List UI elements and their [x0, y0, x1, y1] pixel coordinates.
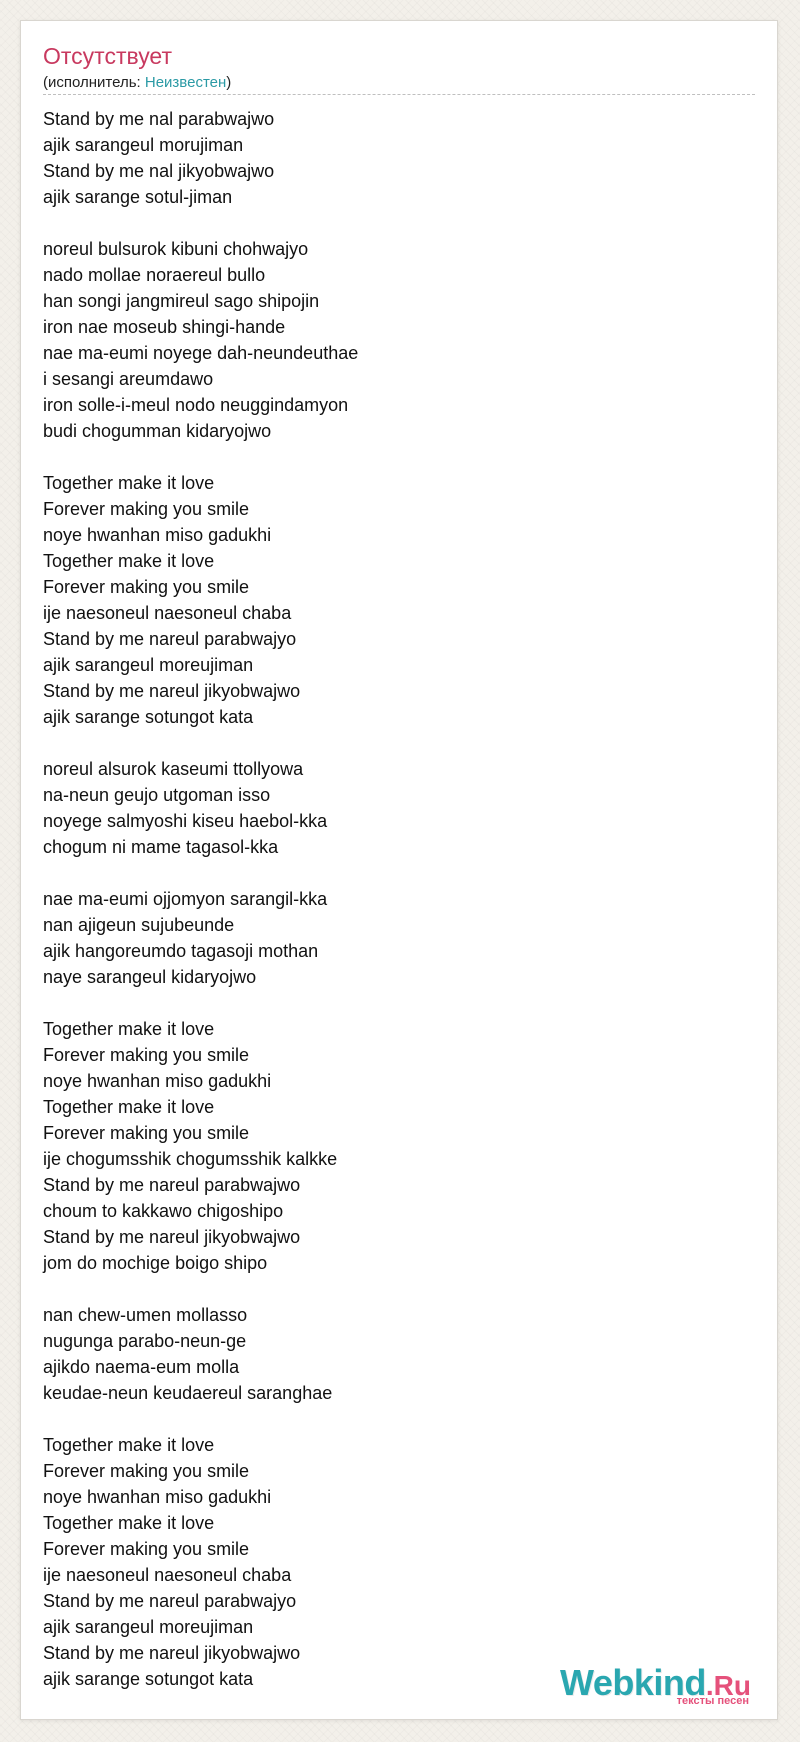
song-title: Отсутствует [43, 43, 172, 69]
lyrics-body [43, 106, 743, 1692]
stanza-gap [43, 210, 743, 236]
lyric-line: Forever making you smile [43, 1461, 250, 1481]
stanza-gap [43, 730, 743, 756]
header-divider [43, 94, 755, 95]
lyric-line: Forever making you smile [43, 499, 250, 519]
lyric-line: ije naesoneul naesoneul chaba [43, 1565, 292, 1585]
lyric-line: iron nae moseub shingi-hande [43, 317, 286, 337]
logo-tagline: тексты песен [676, 1695, 749, 1707]
lyric-line: Together make it love [43, 1097, 215, 1117]
lyric-line: ije naesoneul naesoneul chaba [43, 603, 292, 623]
lyric-line: noreul bulsurok kibuni chohwajyo [43, 239, 309, 259]
lyric-line: nae ma-eumi noyege dah-neundeuthae [43, 343, 359, 363]
lyric-line: han songi jangmireul sago shipojin [43, 291, 320, 311]
lyric-line: ajik sarange sotungot kata [43, 1669, 254, 1689]
stanza-gap [43, 860, 743, 886]
lyric-line: Together make it love [43, 1513, 215, 1533]
lyric-line: Stand by me nal jikyobwajwo [43, 161, 275, 181]
artist-line [43, 73, 231, 93]
lyric-line: Together make it love [43, 473, 215, 493]
stanza-gap [43, 444, 743, 470]
lyric-line: keudae-neun keudaereul saranghae [43, 1383, 333, 1403]
lyric-line: Stand by me nareul parabwajyo [43, 629, 297, 649]
lyric-line: iron solle-i-meul nodo neuggindamyon [43, 395, 349, 415]
lyric-line: Forever making you smile [43, 1045, 250, 1065]
lyric-line: nado mollae noraereul bullo [43, 265, 266, 285]
lyric-line: Together make it love [43, 1435, 215, 1455]
lyric-line: nan chew-umen mollasso [43, 1305, 248, 1325]
artist-prefix: (исполнитель: [43, 74, 145, 91]
lyric-line: noye hwanhan miso gadukhi [43, 1487, 272, 1507]
site-logo[interactable] [560, 1662, 751, 1707]
lyric-line: Stand by me nareul jikyobwajwo [43, 681, 301, 701]
lyric-line: noyege salmyoshi kiseu haebol-kka [43, 811, 328, 831]
logo-domain-suffix: .Ru [705, 1670, 751, 1701]
lyric-line: Forever making you smile [43, 1539, 250, 1559]
lyric-line: jom do mochige boigo shipo [43, 1253, 268, 1273]
lyric-line: ajik hangoreumdo tagasoji mothan [43, 941, 319, 961]
lyric-line: Stand by me nareul parabwajyo [43, 1591, 297, 1611]
logo-wordmark: Webkind [560, 1662, 706, 1703]
lyric-line: nae ma-eumi ojjomyon sarangil-kka [43, 889, 328, 909]
lyric-line: budi chogumman kidaryojwo [43, 421, 272, 441]
lyric-line: Together make it love [43, 1019, 215, 1039]
lyric-line: Stand by me nareul jikyobwajwo [43, 1227, 301, 1247]
lyric-line: chogum ni mame tagasol-kka [43, 837, 279, 857]
lyric-line: i sesangi areumdawo [43, 369, 214, 389]
lyric-line: nugunga parabo-neun-ge [43, 1331, 247, 1351]
lyric-line: ajikdo naema-eum molla [43, 1357, 240, 1377]
stanza-gap [43, 990, 743, 1016]
stanza-gap [43, 1276, 743, 1302]
lyric-line: noye hwanhan miso gadukhi [43, 525, 272, 545]
lyric-line: Forever making you smile [43, 577, 250, 597]
lyric-line: noye hwanhan miso gadukhi [43, 1071, 272, 1091]
artist-suffix: ) [226, 74, 232, 91]
lyric-line: Stand by me nal parabwajwo [43, 109, 275, 129]
lyric-line: ajik sarangeul moreujiman [43, 1617, 254, 1637]
lyric-line: Together make it love [43, 551, 215, 571]
lyric-line: choum to kakkawo chigoshipo [43, 1201, 284, 1221]
lyric-line: ije chogumsshik chogumsshik kalkke [43, 1149, 338, 1169]
lyric-line: na-neun geujo utgoman isso [43, 785, 271, 805]
lyric-line: ajik sarange sotul-jiman [43, 187, 233, 207]
stanza-gap [43, 1406, 743, 1432]
lyric-line: naye sarangeul kidaryojwo [43, 967, 257, 987]
artist-link[interactable]: Неизвестен [144, 74, 227, 91]
lyric-line: noreul alsurok kaseumi ttollyowa [43, 759, 304, 779]
lyric-line: Stand by me nareul parabwajwo [43, 1175, 301, 1195]
lyrics-card [20, 20, 778, 1720]
lyric-line: ajik sarange sotungot kata [43, 707, 254, 727]
lyric-line: nan ajigeun sujubeunde [43, 915, 235, 935]
lyric-line: Stand by me nareul jikyobwajwo [43, 1643, 301, 1663]
lyric-line: Forever making you smile [43, 1123, 250, 1143]
lyric-line: ajik sarangeul morujiman [43, 135, 244, 155]
lyric-line: ajik sarangeul moreujiman [43, 655, 254, 675]
